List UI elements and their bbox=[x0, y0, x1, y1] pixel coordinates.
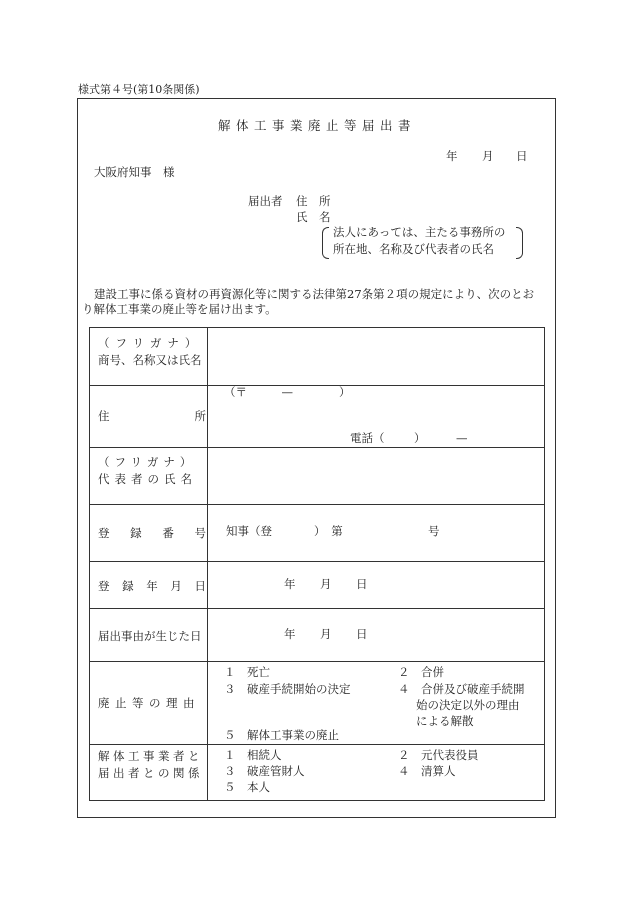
trade-name-field[interactable] bbox=[208, 328, 544, 384]
registration-year-label: 年 bbox=[284, 577, 296, 591]
row-registration-number-label bbox=[98, 525, 206, 542]
body-text-line2: り解体工事業の廃止等を届け出ます。 bbox=[82, 302, 277, 316]
left-bracket bbox=[322, 227, 329, 259]
label-char: 番 bbox=[162, 526, 174, 540]
reason-option-5[interactable]: ５ 解体工事業の廃止 bbox=[224, 728, 339, 742]
registration-date-field[interactable] bbox=[208, 562, 544, 607]
registration-governor-text: 知事（登 bbox=[226, 524, 272, 538]
date-day-label: 日 bbox=[516, 149, 528, 163]
address-label-char: 所 bbox=[194, 409, 206, 423]
reason-options bbox=[208, 662, 544, 743]
label-char: 登 bbox=[98, 526, 110, 540]
date-year-label: 年 bbox=[446, 149, 458, 163]
registration-month-label: 月 bbox=[320, 577, 332, 591]
relation-label-line2: 届出者との関係 bbox=[98, 766, 203, 780]
reason-option-4-line3: による解散 bbox=[416, 714, 474, 728]
address-field[interactable] bbox=[208, 386, 544, 446]
phone-label: 電話（ bbox=[350, 431, 385, 445]
address-label-char: 住 bbox=[98, 409, 110, 423]
event-date-label: 届出事由が生じた日 bbox=[98, 629, 202, 643]
relation-label bbox=[98, 748, 206, 782]
registration-go-text: 号 bbox=[428, 524, 440, 538]
relation-option-4[interactable]: ４ 清算人 bbox=[398, 764, 456, 778]
label-char: 号 bbox=[194, 526, 206, 540]
label-char: 月 bbox=[170, 579, 182, 593]
notifier-note-line1: 法人にあっては、主たる事務所の bbox=[333, 225, 506, 239]
reason-option-1[interactable]: １ 死亡 bbox=[224, 665, 270, 679]
representative-label: 代表者の氏名 bbox=[98, 472, 197, 486]
row-trade-name-label bbox=[98, 335, 206, 369]
notifier-label: 届出者 bbox=[248, 194, 283, 208]
representative-kana-label: （フリガナ） bbox=[98, 455, 197, 469]
relation-options bbox=[208, 745, 544, 801]
registration-day-label: 日 bbox=[356, 577, 368, 591]
trade-name-kana-label: （フリガナ） bbox=[98, 336, 203, 350]
notifier-note-line2: 所在地、名称及び代表者の氏名 bbox=[333, 242, 494, 256]
phone-close-paren: ） bbox=[414, 431, 426, 445]
notifier-address-label: 住 所 bbox=[296, 194, 331, 208]
right-bracket bbox=[516, 227, 523, 259]
date-month-label: 月 bbox=[482, 149, 494, 163]
form-title: 解体工事業廃止等届出書 bbox=[218, 118, 417, 133]
addressee: 大阪府知事 様 bbox=[94, 165, 175, 179]
relation-option-2[interactable]: ２ 元代表役員 bbox=[398, 748, 479, 762]
label-char: 録 bbox=[130, 526, 142, 540]
event-date-field[interactable] bbox=[208, 609, 544, 660]
representative-field[interactable] bbox=[208, 448, 544, 503]
trade-name-label: 商号、名称又は氏名 bbox=[98, 353, 202, 367]
reason-option-2[interactable]: ２ 合併 bbox=[398, 665, 444, 679]
relation-label-line1: 解体工事業者と bbox=[98, 749, 203, 763]
postal-code-template: （〒 — ） bbox=[224, 385, 351, 399]
event-day-label: 日 bbox=[356, 627, 368, 641]
event-year-label: 年 bbox=[284, 627, 296, 641]
phone-dash: — bbox=[456, 431, 468, 445]
reason-option-4-line2: 始の決定以外の理由 bbox=[416, 698, 520, 712]
body-text-line1: 建設工事に係る資材の再資源化等に関する法律第27条第２項の規定により、次のとお bbox=[94, 287, 535, 301]
form-table bbox=[89, 327, 545, 801]
event-month-label: 月 bbox=[320, 627, 332, 641]
reason-label: 廃止等の理由 bbox=[98, 696, 200, 710]
label-char: 録 bbox=[122, 579, 134, 593]
label-char: 日 bbox=[194, 579, 206, 593]
row-registration-date-label bbox=[98, 578, 206, 595]
registration-dai-text: ） 第 bbox=[314, 524, 343, 538]
label-char: 年 bbox=[146, 579, 158, 593]
notifier-name-label: 氏 名 bbox=[296, 210, 331, 224]
reason-option-4[interactable]: ４ 合併及び破産手続開 bbox=[398, 682, 525, 696]
reason-option-3[interactable]: ３ 破産手続開始の決定 bbox=[224, 682, 351, 696]
label-char: 登 bbox=[98, 579, 110, 593]
row-address-label bbox=[98, 408, 206, 425]
row-representative-label bbox=[98, 454, 206, 488]
relation-option-1[interactable]: １ 相続人 bbox=[224, 748, 282, 762]
form-number: 様式第４号(第10条関係) bbox=[78, 83, 200, 96]
relation-option-5[interactable]: ５ 本人 bbox=[224, 780, 270, 794]
relation-option-3[interactable]: ３ 破産管財人 bbox=[224, 764, 305, 778]
registration-number-field[interactable] bbox=[208, 505, 544, 560]
